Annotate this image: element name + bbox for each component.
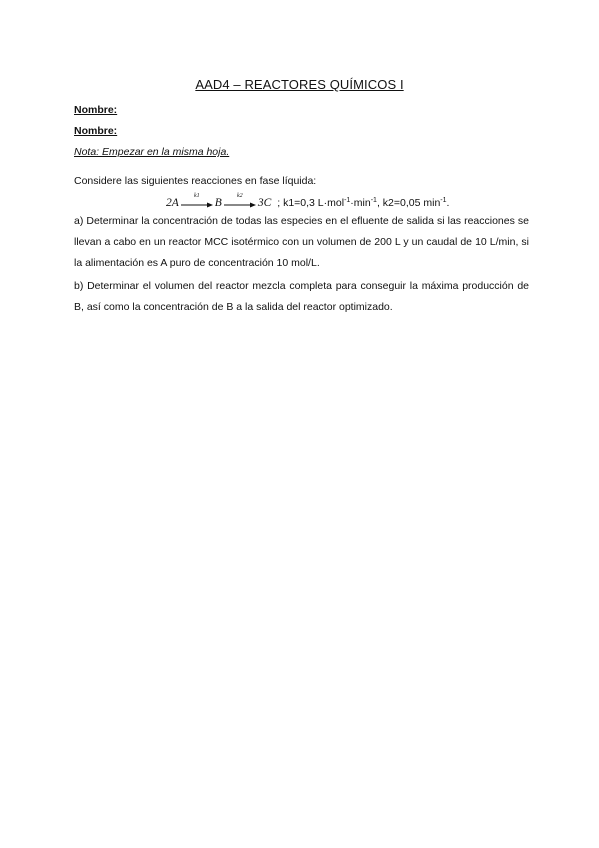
reaction-arrow-1: [180, 193, 214, 210]
rates-exponent-3: -1: [440, 197, 447, 204]
name-field-label-1: Nombre:: [74, 104, 118, 116]
rates-exponent-2: -1: [370, 197, 377, 204]
rates-mid-1: ·min: [350, 197, 371, 209]
product-species: 3C: [257, 197, 272, 209]
right-arrow-icon: [223, 196, 257, 210]
rates-prefix: ; k1=0,3 L·mol: [277, 197, 345, 209]
instruction-note: Nota: Empezar en la misma hoja.: [74, 146, 230, 158]
intermediate-species: B: [214, 197, 222, 209]
name-field-label-2: Nombre:: [74, 125, 118, 137]
reaction-arrow-2: [223, 193, 257, 210]
rate-constant-label-k1: k1: [193, 193, 200, 199]
rate-constants: [277, 197, 449, 209]
right-arrow-icon: [180, 196, 214, 210]
problem-part-b: b) Determinar el volumen del reactor mezcla completa para conseguir la máxima producción de B, así como la concentración de B a la salida del reactor optimizado.: [74, 280, 529, 313]
rates-mid-2: , k2=0,05 min: [376, 197, 441, 209]
document-title: AAD4 – REACTORES QUÍMICOS I: [195, 77, 404, 92]
rates-exponent-1: -1: [344, 197, 351, 204]
reactant-species: 2A: [166, 197, 179, 209]
problem-intro: Considere las siguientes reacciones en fase líquida:: [74, 175, 317, 187]
problem-part-a: a) Determinar la concentración de todas las especies en el efluente de salida si las reacciones se llevan a cabo en un reactor MCC isotérmico con un volumen de 200 L y un caudal de 10 L/min, si la alimentación es A puro de concentración 10 mol/L.: [74, 215, 529, 269]
reaction-equation: [166, 194, 449, 212]
rate-constant-label-k2: k2: [236, 193, 243, 199]
rates-suffix: .: [446, 197, 450, 209]
